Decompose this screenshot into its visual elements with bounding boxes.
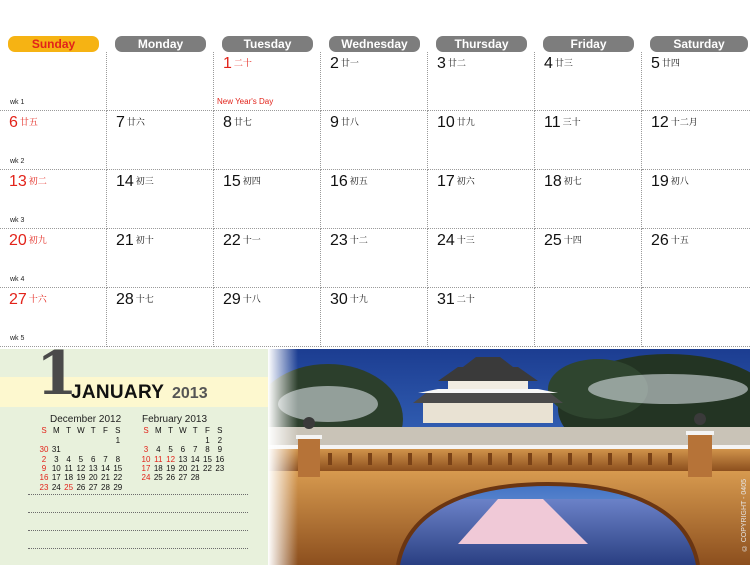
note-line bbox=[28, 494, 248, 495]
day-number-text: 14 bbox=[116, 173, 134, 190]
day-cell[interactable] bbox=[642, 170, 750, 229]
mini-calendar-day: 6 bbox=[90, 454, 96, 464]
day-cell[interactable] bbox=[428, 288, 535, 347]
mini-calendar-day: 1 bbox=[115, 436, 121, 445]
day-number-text: 10 bbox=[437, 114, 455, 131]
day-cell[interactable] bbox=[214, 288, 321, 347]
mini-calendar-day: 2 bbox=[41, 454, 47, 464]
month-grid bbox=[0, 52, 750, 348]
mini-calendar-day: 8 bbox=[205, 445, 210, 455]
lunar-date: 三十 bbox=[562, 117, 581, 127]
day-number-text: 21 bbox=[116, 232, 134, 249]
mini-calendar-day: 20 bbox=[178, 463, 188, 473]
mini-calendar-day: 11 bbox=[154, 454, 163, 464]
mini-calendar-day: 20 bbox=[88, 473, 98, 483]
day-number bbox=[9, 232, 47, 250]
mini-calendar-day: 24 bbox=[51, 482, 61, 492]
day-number-text: 18 bbox=[544, 173, 562, 190]
day-number bbox=[651, 55, 680, 73]
mini-calendar-day: 27 bbox=[88, 482, 98, 492]
day-number-text: 6 bbox=[9, 114, 18, 131]
day-number bbox=[223, 55, 252, 73]
mini-calendar-day: 27 bbox=[178, 473, 188, 483]
day-number bbox=[651, 173, 689, 191]
lunar-date: 十一 bbox=[242, 235, 261, 245]
mini-calendar-day: 29 bbox=[113, 482, 123, 492]
lunar-date: 十六 bbox=[28, 294, 47, 304]
weekday-header-friday: Friday bbox=[543, 36, 634, 52]
mini-calendar-day: 3 bbox=[54, 454, 59, 464]
weekday-header-tuesday: Tuesday bbox=[222, 36, 313, 52]
day-number-text: 16 bbox=[330, 173, 348, 190]
day-cell[interactable] bbox=[428, 170, 535, 229]
mini-calendar-day: 9 bbox=[217, 445, 223, 455]
mini-calendar-day: 16 bbox=[215, 454, 225, 464]
mini-calendar-day: 28 bbox=[101, 482, 110, 492]
mini-calendar-weekday: F bbox=[205, 426, 210, 435]
mini-calendar-day: 22 bbox=[113, 473, 123, 483]
lunar-date: 廿六 bbox=[126, 117, 145, 127]
mini-calendar-day: 2 bbox=[217, 436, 223, 445]
day-cell[interactable] bbox=[107, 288, 214, 347]
day-number bbox=[437, 114, 475, 132]
lunar-date: 十三 bbox=[456, 235, 475, 245]
day-number bbox=[437, 55, 466, 73]
day-number bbox=[651, 232, 689, 250]
weekday-header-wednesday: Wednesday bbox=[329, 36, 420, 52]
lunar-date: 十八 bbox=[242, 294, 261, 304]
day-number bbox=[223, 114, 252, 132]
day-cell[interactable] bbox=[535, 170, 642, 229]
day-number bbox=[437, 291, 475, 309]
day-number-text: 19 bbox=[651, 173, 669, 190]
day-cell[interactable] bbox=[321, 288, 428, 347]
mini-calendar-day: 15 bbox=[203, 454, 212, 464]
day-cell[interactable] bbox=[0, 111, 107, 170]
weekday-header-thursday: Thursday bbox=[436, 36, 527, 52]
day-cell[interactable] bbox=[214, 229, 321, 288]
day-number bbox=[116, 291, 154, 309]
mini-calendar-day: 7 bbox=[192, 445, 198, 455]
day-cell[interactable] bbox=[214, 52, 321, 111]
mini-calendar-weekday: T bbox=[90, 426, 96, 435]
day-number-text: 12 bbox=[651, 114, 669, 131]
mini-calendar-day: 25 bbox=[64, 482, 74, 492]
mini-calendar-day: 18 bbox=[64, 473, 74, 483]
mini-calendar-weekday: T bbox=[192, 426, 198, 435]
lunar-date: 十五 bbox=[670, 235, 689, 245]
mini-calendar-day: 5 bbox=[78, 454, 84, 464]
day-number bbox=[544, 114, 581, 132]
day-number-text: 3 bbox=[437, 55, 446, 72]
mini-calendar-day: 11 bbox=[64, 463, 73, 473]
day-number-text: 1 bbox=[223, 55, 232, 72]
lunar-date: 廿七 bbox=[233, 117, 252, 127]
mini-calendar-weekday: W bbox=[179, 426, 187, 435]
mini-calendar-day: 22 bbox=[203, 463, 212, 473]
day-number-text: 28 bbox=[116, 291, 134, 308]
day-number-text: 9 bbox=[330, 114, 339, 131]
mini-calendar-day: 13 bbox=[178, 454, 188, 464]
lunar-date: 十七 bbox=[135, 294, 154, 304]
month-name: JANUARY bbox=[71, 382, 165, 403]
day-cell[interactable] bbox=[0, 229, 107, 288]
mini-calendar-day: 9 bbox=[41, 463, 47, 473]
bridge-photo bbox=[268, 349, 750, 565]
mini-calendar bbox=[142, 414, 242, 484]
mini-calendar-day: 10 bbox=[51, 463, 61, 473]
holiday-label: New Year's Day bbox=[217, 97, 274, 106]
day-number bbox=[116, 114, 145, 132]
mini-calendar-weekday: M bbox=[154, 426, 162, 435]
day-number bbox=[330, 173, 368, 191]
day-cell[interactable] bbox=[214, 111, 321, 170]
mini-calendar-day: 30 bbox=[39, 445, 49, 455]
lunar-date: 初四 bbox=[242, 176, 261, 186]
mini-calendar-day: 4 bbox=[66, 454, 71, 464]
day-number-text: 22 bbox=[223, 232, 241, 249]
day-number bbox=[330, 114, 359, 132]
day-number-text: 31 bbox=[437, 291, 455, 308]
mini-calendar-day: 8 bbox=[115, 454, 121, 464]
month-year: 2013 bbox=[172, 385, 208, 402]
day-number-text: 30 bbox=[330, 291, 348, 308]
day-cell[interactable] bbox=[642, 229, 750, 288]
day-number-text: 2 bbox=[330, 55, 339, 72]
mini-calendar-day: 5 bbox=[168, 445, 173, 455]
mini-calendar-day: 25 bbox=[153, 473, 163, 483]
mini-calendar-day: 31 bbox=[51, 445, 61, 455]
mini-calendar-day: 26 bbox=[166, 473, 176, 483]
day-number-text: 11 bbox=[544, 114, 561, 131]
day-cell[interactable] bbox=[642, 288, 750, 347]
week-number: wk 5 bbox=[10, 335, 25, 342]
day-number-text: 4 bbox=[544, 55, 553, 72]
mini-calendar-weekday: S bbox=[217, 426, 223, 435]
day-number bbox=[223, 291, 261, 309]
week-number: wk 2 bbox=[10, 158, 25, 165]
day-cell[interactable] bbox=[428, 229, 535, 288]
day-number bbox=[544, 232, 582, 250]
mini-calendar-weekday: M bbox=[52, 426, 60, 435]
mini-calendar-day: 16 bbox=[39, 473, 49, 483]
day-cell[interactable] bbox=[107, 111, 214, 170]
lunar-date: 初十 bbox=[135, 235, 154, 245]
mini-calendar-day: 21 bbox=[101, 473, 110, 483]
mini-calendar-day: 28 bbox=[190, 473, 200, 483]
mini-calendar-weekday: T bbox=[66, 426, 72, 435]
mini-calendar-day: 23 bbox=[215, 463, 225, 473]
weekday-header-sunday: Sunday bbox=[8, 36, 99, 52]
day-cell[interactable] bbox=[107, 52, 214, 111]
day-number bbox=[116, 173, 154, 191]
mini-calendar-day: 12 bbox=[166, 454, 176, 464]
lunar-date: 初六 bbox=[456, 176, 475, 186]
mini-calendar-day: 18 bbox=[153, 463, 163, 473]
lunar-date: 初三 bbox=[135, 176, 154, 186]
mini-calendar-weekday: F bbox=[103, 426, 108, 435]
lunar-date: 初五 bbox=[349, 176, 368, 186]
day-number bbox=[223, 173, 261, 191]
day-cell[interactable] bbox=[642, 52, 750, 111]
day-number bbox=[9, 291, 47, 309]
mini-calendar-weekday: S bbox=[115, 426, 121, 435]
mini-calendar-day: 14 bbox=[190, 454, 200, 464]
day-number-text: 29 bbox=[223, 291, 241, 308]
mini-calendar-day: 1 bbox=[205, 436, 210, 445]
lunar-date: 十四 bbox=[563, 235, 582, 245]
mini-calendar-day: 17 bbox=[51, 473, 61, 483]
day-cell[interactable] bbox=[535, 229, 642, 288]
mini-calendar-day: 24 bbox=[141, 473, 151, 483]
mini-calendar-weekday: S bbox=[143, 426, 149, 435]
copyright-text: © COPYRIGHT - 0405 bbox=[741, 478, 748, 551]
day-cell[interactable] bbox=[321, 111, 428, 170]
day-cell[interactable] bbox=[642, 111, 750, 170]
day-number bbox=[651, 114, 698, 132]
lunar-date: 初七 bbox=[563, 176, 582, 186]
day-cell[interactable] bbox=[0, 170, 107, 229]
lunar-date: 廿一 bbox=[340, 58, 359, 68]
mini-calendar-day: 13 bbox=[88, 463, 98, 473]
lunar-date: 廿五 bbox=[19, 117, 38, 127]
day-number bbox=[9, 173, 47, 191]
day-number-text: 15 bbox=[223, 173, 241, 190]
mini-calendar-day: 6 bbox=[180, 445, 186, 455]
lunar-date: 十二 bbox=[349, 235, 368, 245]
lunar-date: 初九 bbox=[28, 235, 47, 245]
day-number-text: 17 bbox=[437, 173, 455, 190]
day-number-text: 26 bbox=[651, 232, 669, 249]
day-number bbox=[9, 114, 38, 132]
mini-calendar-weekday: W bbox=[77, 426, 85, 435]
day-cell[interactable] bbox=[535, 288, 642, 347]
lunar-date: 初二 bbox=[28, 176, 47, 186]
lunar-date: 十九 bbox=[349, 294, 368, 304]
mini-calendar-day: 21 bbox=[190, 463, 200, 473]
mini-calendar-day: 17 bbox=[141, 463, 151, 473]
day-number-text: 7 bbox=[116, 114, 125, 131]
day-number-text: 23 bbox=[330, 232, 348, 249]
mini-calendar-day: 19 bbox=[166, 463, 176, 473]
day-number bbox=[330, 291, 368, 309]
day-cell[interactable] bbox=[0, 52, 107, 111]
note-line bbox=[28, 530, 248, 531]
day-cell[interactable] bbox=[535, 111, 642, 170]
day-number-text: 13 bbox=[9, 173, 27, 190]
mini-calendar-day: 26 bbox=[76, 482, 86, 492]
lunar-date: 廿八 bbox=[340, 117, 359, 127]
weekday-header-saturday: Saturday bbox=[650, 36, 748, 52]
note-line bbox=[28, 512, 248, 513]
week-number: wk 3 bbox=[10, 217, 25, 224]
day-cell[interactable] bbox=[321, 170, 428, 229]
day-number-text: 24 bbox=[437, 232, 455, 249]
bridge-illustration bbox=[268, 349, 750, 565]
mini-calendar-day: 3 bbox=[143, 445, 149, 455]
lunar-date: 十二月 bbox=[670, 117, 698, 127]
mini-calendar-day: 19 bbox=[76, 473, 86, 483]
lunar-date: 二十 bbox=[233, 58, 252, 68]
mini-calendar-day: 23 bbox=[39, 482, 49, 492]
mini-calendar-weekday: T bbox=[168, 426, 174, 435]
day-number bbox=[116, 232, 154, 250]
day-number bbox=[437, 173, 475, 191]
mini-calendar-day: 14 bbox=[101, 463, 110, 473]
mini-calendar bbox=[39, 414, 140, 492]
day-number-text: 5 bbox=[651, 55, 660, 72]
day-cell[interactable] bbox=[535, 52, 642, 111]
day-number-text: 8 bbox=[223, 114, 232, 131]
day-cell[interactable] bbox=[428, 111, 535, 170]
lunar-date: 廿二 bbox=[447, 58, 466, 68]
lunar-date: 廿九 bbox=[456, 117, 475, 127]
mini-calendar-day: 12 bbox=[76, 463, 86, 473]
day-number bbox=[223, 232, 261, 250]
day-cell[interactable] bbox=[107, 229, 214, 288]
week-number: wk 1 bbox=[10, 99, 25, 106]
mini-calendar-day: 7 bbox=[103, 454, 108, 464]
day-cell[interactable] bbox=[428, 52, 535, 111]
week-number: wk 4 bbox=[10, 276, 25, 283]
mini-calendar-title: February 2013 bbox=[142, 414, 208, 425]
day-number-text: 20 bbox=[9, 232, 27, 249]
day-number-text: 27 bbox=[9, 291, 27, 308]
day-cell[interactable] bbox=[214, 170, 321, 229]
day-number bbox=[330, 232, 368, 250]
mini-calendar-day: 10 bbox=[141, 454, 151, 464]
day-number bbox=[330, 55, 359, 73]
day-number bbox=[544, 55, 573, 73]
day-cell[interactable] bbox=[321, 52, 428, 111]
day-number-text: 25 bbox=[544, 232, 562, 249]
mini-calendar-weekday: S bbox=[41, 426, 47, 435]
lunar-date: 廿四 bbox=[661, 58, 680, 68]
weekday-header-monday: Monday bbox=[115, 36, 206, 52]
note-line bbox=[28, 548, 248, 549]
day-number bbox=[437, 232, 475, 250]
month-number: 1 bbox=[36, 339, 78, 409]
day-cell[interactable] bbox=[321, 229, 428, 288]
mini-calendar-day: 4 bbox=[156, 445, 161, 455]
day-number bbox=[544, 173, 582, 191]
mini-calendar-title: December 2012 bbox=[50, 414, 122, 425]
lunar-date: 初八 bbox=[670, 176, 689, 186]
day-cell[interactable] bbox=[107, 170, 214, 229]
mini-calendar-day: 15 bbox=[113, 463, 123, 473]
lunar-date: 二十 bbox=[456, 294, 475, 304]
lunar-date: 廿三 bbox=[554, 58, 573, 68]
